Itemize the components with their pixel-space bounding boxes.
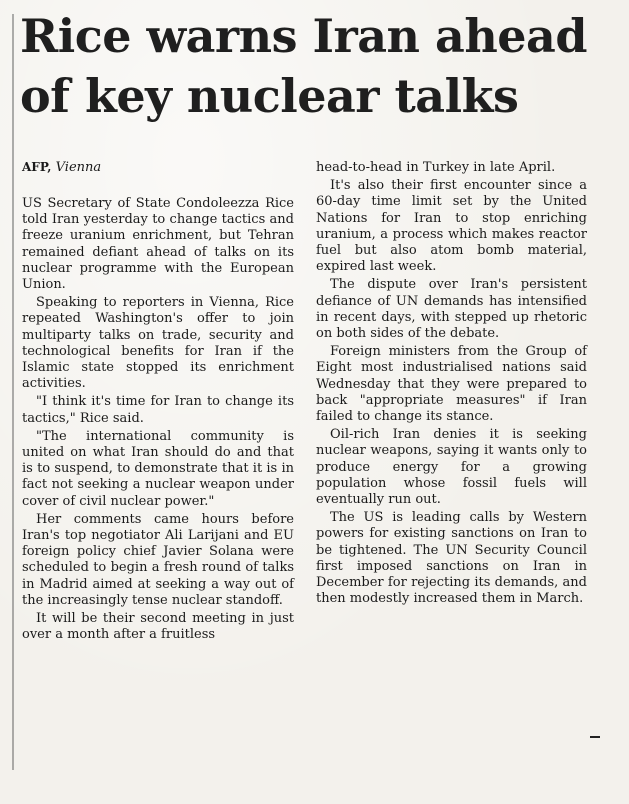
paragraph: US Secretary of State Condoleezza Rice told Iran yesterday to change tactics and freeze uranium enrichment, but Tehran remained defiant ahead of talks on its nuclear programme with the European Union. (22, 196, 294, 293)
paragraph: Speaking to reporters in Vienna, Rice repeated Washington's offer to join multiparty talks on trade, security and technological benefits for Iran if the Islamic state stopped its enrichment activities. (22, 295, 294, 392)
paragraph: It's also their first encounter since a 60-day time limit set by the United Nations for Iran to stop enriching uranium, a process which makes reactor fuel but also atom bomb material, expired last week. (316, 178, 587, 275)
paragraph: Her comments came hours before Iran's top negotiator Ali Larijani and EU foreign policy chief Javier Solana were scheduled to begin a fresh round of talks in Madrid aimed at seeking a way out of the increasingly tense nuclear standoff. (22, 511, 294, 608)
article-column-right (316, 160, 587, 609)
paragraph: Foreign ministers from the Group of Eight most industrialised nations said Wednesday that they were prepared to back "appropriate measures" if Iran failed to change its stance. (316, 344, 587, 425)
paragraph: head-to-head in Turkey in late April. (316, 160, 556, 175)
paragraph: It will be their second meeting in just over a month after a fruitless (22, 611, 294, 643)
paragraph: The dispute over Iran's persistent defiance of UN demands has intensified in recent days, with stepped up rhetoric on both sides of the debate. (316, 277, 587, 342)
paragraph: The US is leading calls by Western powers for existing sanctions on Iran to be tightened. The UN Security Council first imposed sanctions on Iran in December for rejecting its demands, and then modestly increased them in March. (316, 510, 587, 607)
column-rule (12, 14, 14, 770)
paragraph: "The international community is united on what Iran should do and that is to suspend, to demonstrate that it is in fact not seeking a nuclear weapon under cover of civil nuclear power." (22, 428, 294, 509)
headline: Rice warns Iran ahead of key nuclear talks (20, 9, 587, 123)
byline-city: Vienna (55, 160, 102, 175)
end-mark (590, 736, 600, 738)
byline-agency: AFP, (22, 160, 52, 174)
byline (22, 159, 101, 176)
paragraph: Oil-rich Iran denies it is seeking nuclear weapons, saying it wants only to produce energy for a growing population whose fossil fuels will eventually run out. (316, 427, 587, 508)
paragraph: "I think it's time for Iran to change its tactics," Rice said. (22, 394, 294, 426)
article-column-left (22, 196, 294, 645)
